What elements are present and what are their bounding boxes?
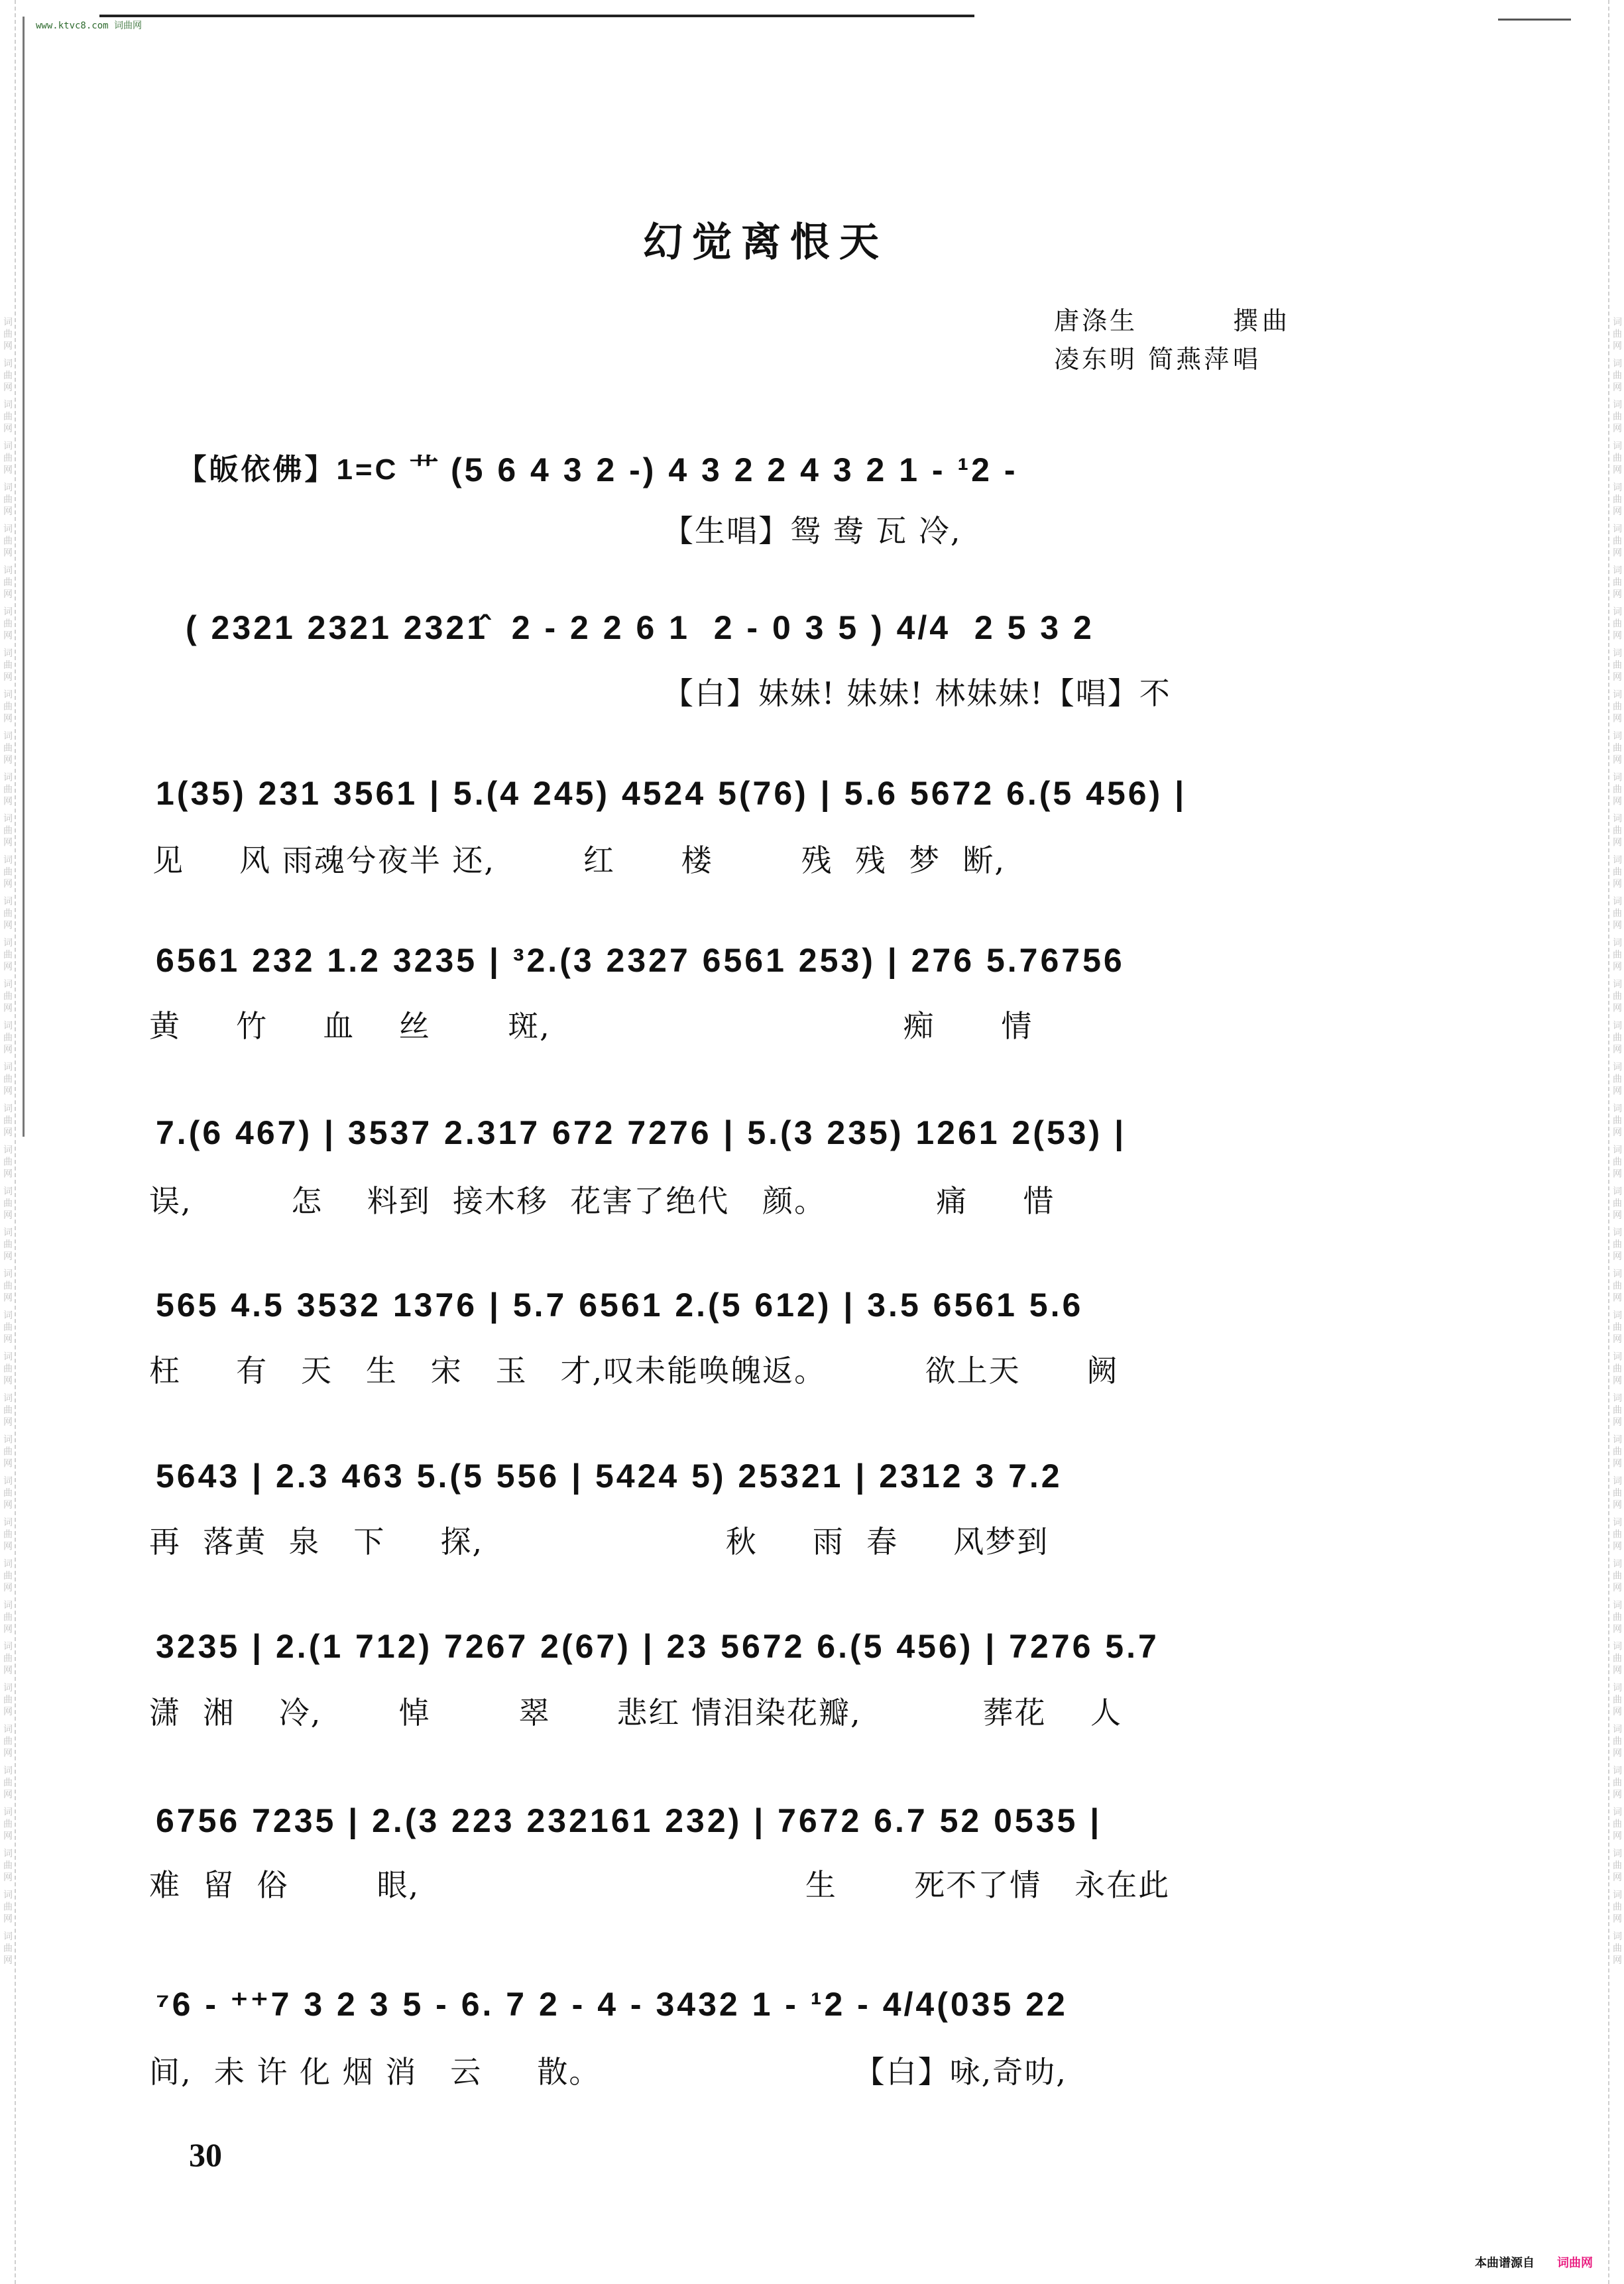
system-4-notes: 6561 232 1.2 3235 | ³2.(3 2327 6561 253) | 276 5.76756 (156, 942, 1125, 979)
free-meter-mark: 艹 (409, 453, 441, 486)
system-9-lyrics: 难 留 俗 眼, 生 死不了情 永在此 (149, 1867, 1171, 1903)
credit-role: 撰曲 (1233, 306, 1292, 335)
credit-name: 唐涤生 (1054, 306, 1138, 335)
page-number: 30 (189, 2136, 222, 2173)
key-signature: 1=C (336, 453, 399, 486)
system-9-notes: 6756 7235 | 2.(3 223 232161 232) | 7672 6.7 52 0535 | (156, 1802, 1102, 1839)
system-7-notes: 5643 | 2.3 463 5.(5 556 | 5424 5) 25321 | 2312 3 7.2 (156, 1457, 1063, 1495)
credit-role: 唱 (1233, 345, 1263, 374)
system-8-lyrics: 潇 湘 冷, 悼 翠 悲红 情泪染花瓣, 葬花 人 (149, 1695, 1122, 1731)
credit-composer (1054, 302, 1291, 340)
system-4-lyrics: 黄 竹 血 丝 斑, 痴 情 (149, 1008, 1033, 1044)
system-10-notes: ⁷6 - ⁺⁺7 3 2 3 5 - 6. 7 2 - 4 - 3432 1 - ¹2 - 4/4(035 22 (156, 1986, 1068, 2023)
system-10-lyrics: 间, 未 许 化 烟 消 云 散。 【白】咏,奇叻, (149, 2054, 1067, 2090)
score-title: 幻觉离恨天 (643, 219, 888, 266)
system-5-notes: 7.(6 467) | 3537 2.317 672 7276 | 5.(3 235) 1261 2(53) | (156, 1114, 1127, 1151)
tune-header (156, 412, 441, 488)
credit-singers (1054, 340, 1291, 378)
source-label: 本曲谱源自 (1475, 2256, 1535, 2270)
source-credit (1475, 2254, 1593, 2271)
source-brand-link[interactable]: 词曲网 (1557, 2256, 1593, 2270)
credit-name: 凌东明 简燕萍 (1054, 345, 1232, 374)
system-5-lyrics: 误, 怎 料到 接木移 花害了绝代 颜。 痛 惜 (149, 1183, 1055, 1219)
top-rule-right (1498, 19, 1571, 21)
system-7-lyrics: 再 落黄 泉 下 探, 秋 雨 春 风梦到 (149, 1524, 1049, 1560)
system-3-lyrics: 见 风 雨魂兮夜半 还, 红 楼 残 残 梦 断, (152, 842, 1006, 878)
credits (1054, 302, 1291, 378)
system-6-notes: 565 4.5 3532 1376 | 5.7 6561 2.(5 612) | 3.5 6561 5.6 (156, 1286, 1084, 1324)
edge-watermark-right: 词曲网 词曲网 词曲网 词曲网 词曲网 词曲网 词曲网 词曲网 词曲网 词曲网 词曲网 词曲网 词曲网 词曲网 词曲网 词曲网 词曲网 词曲网 词曲网 词曲网 词曲网 词曲网 词曲网 词曲网 词曲网 词曲网 词曲网 词曲网 词曲网 词曲网 词曲网 词曲网 词曲网 词曲网 词曲网 词曲网 词曲网 词曲网 词曲网 词曲网 (1608, 0, 1624, 2284)
system-8-notes: 3235 | 2.(1 712) 7267 2(67) | 23 5672 6.(5 456) | 7276 5.7 (156, 1628, 1159, 1665)
scan-margin-line (23, 17, 25, 1137)
system-3-notes: 1(35) 231 3561 | 5.(4 245) 4524 5(76) | 5.6 5672 6.(5 456) | (156, 775, 1187, 812)
system-6-lyrics: 枉 有 天 生 宋 玉 才,叹未能唤魄返。 欲上天 阙 (149, 1353, 1119, 1389)
tune-label: 【皈依佛】 (177, 453, 337, 486)
top-rule (99, 15, 974, 17)
site-watermark[interactable]: www.ktvc8.com 词曲网 (36, 21, 143, 31)
system-2-lyrics: 【白】妹妹! 妹妹! 林妹妹!【唱】不 (663, 675, 1171, 711)
system-1-lyrics: 【生唱】鸳 鸯 瓦 冷, (663, 513, 962, 549)
system-2-notes: ( 2321 2321 2321̂ 2 - 2 2 6 1 2 - 0 3 5 ) 4/4 2 5 3 2 (186, 609, 1094, 646)
system-1-notes: (5 6 4 3 2 -) 4 3 2 2 4 3 2 1 - ¹2 - (451, 451, 1018, 488)
edge-watermark-left: 词曲网 词曲网 词曲网 词曲网 词曲网 词曲网 词曲网 词曲网 词曲网 词曲网 词曲网 词曲网 词曲网 词曲网 词曲网 词曲网 词曲网 词曲网 词曲网 词曲网 词曲网 词曲网 词曲网 词曲网 词曲网 词曲网 词曲网 词曲网 词曲网 词曲网 词曲网 词曲网 词曲网 词曲网 词曲网 词曲网 词曲网 词曲网 词曲网 词曲网 (0, 0, 16, 2284)
